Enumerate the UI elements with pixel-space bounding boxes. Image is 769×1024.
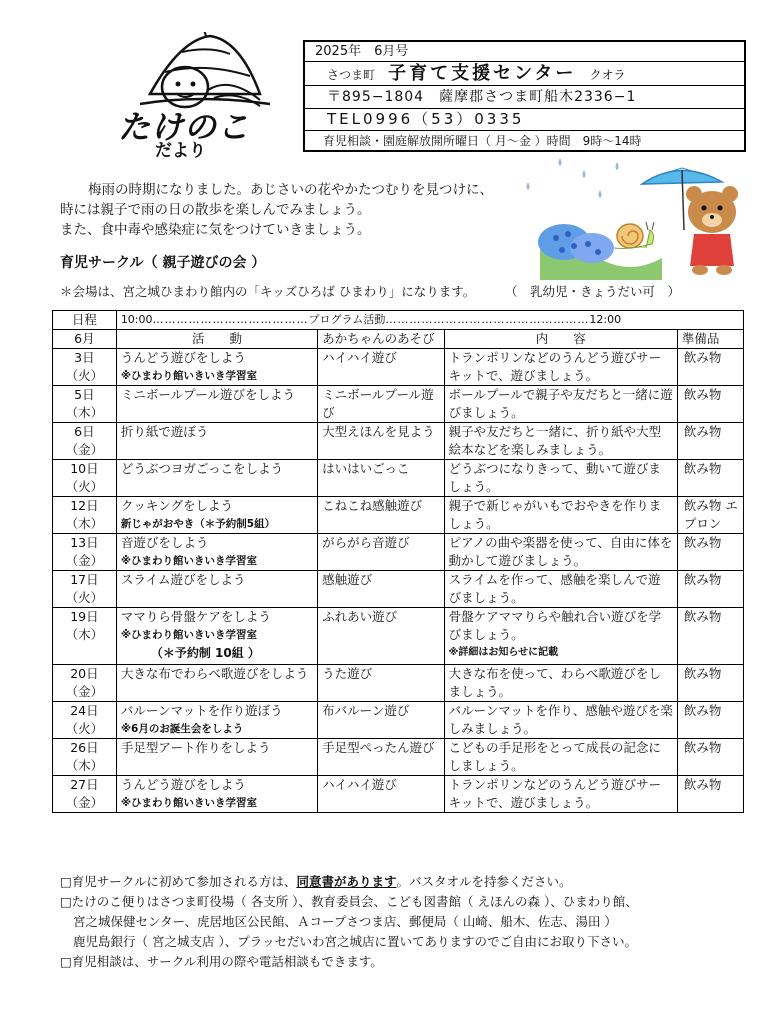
center-info-box [303,40,746,152]
issue-date: 2025年 6月号 [305,42,744,62]
newsletter-logo [110,32,290,162]
row-date [53,386,117,423]
header-content: 内 容 [444,330,677,349]
row-dow: （金） [65,795,104,810]
venue-text: ＊会場は、宮之城ひまわり館内の「キッズひろば ひまわり」になります。 [60,284,476,299]
row-day: 24日 [70,703,99,718]
activity-title: クッキングをしよう [120,498,233,513]
row-dow: （火） [65,590,104,605]
time-end: 12:00 [589,313,622,326]
row-date [53,423,117,460]
row-dow: （木） [65,758,104,773]
row-activity [116,423,317,460]
row-baby-play: ふれあい遊び [318,608,445,665]
activity-note: ※6月のお誕生会をしよう [120,723,244,735]
row-content [444,386,677,423]
activity-title: うんどう遊びをしよう [120,777,246,792]
row-baby-play: 感触遊び [318,571,445,608]
center-name-row [305,62,744,86]
row-day: 19日 [70,609,99,624]
town-name: さつま町 [327,68,376,82]
row-baby-play: 手足型ぺったん遊び [318,739,445,776]
row-date [53,702,117,739]
activity-note: ※ひまわり館いきいき学習室 [120,629,258,641]
intro-line: 時には親子で雨の日の散歩を楽しんでみましょう。 [60,202,371,218]
bear-umbrella-hydrangea-snail-icon [522,150,762,290]
table-row [53,776,744,813]
logo-title: たけのこ [118,108,251,146]
row-day: 3日 [74,350,95,365]
activity-note: ※ひまわり館いきいき学習室 [120,370,258,382]
row-items: 飲み物 [677,571,743,608]
row-baby-play: ミニボールプール遊び [318,386,445,423]
header-month: 6月 [53,330,117,349]
row-items: 飲み物 [677,460,743,497]
table-row [53,571,744,608]
row-activity [116,349,317,386]
rainy-illustration [522,150,762,290]
row-baby-play: ハイハイ遊び [318,349,445,386]
activity-title: うんどう遊びをしよう [120,350,246,365]
row-day: 27日 [70,777,99,792]
row-content [444,739,677,776]
row-items: 飲み物 [677,608,743,665]
row-content [444,571,677,608]
row-date [53,460,117,497]
center-name: 子育て支援センター [388,63,577,84]
row-items: 飲み物 エプロン [677,497,743,534]
table-column-row [53,330,744,349]
activity-title: どうぶつヨガごっこをしよう [120,461,284,476]
row-day: 12日 [70,498,99,513]
row-date [53,571,117,608]
venue-tail: （ 乳幼児・きょうだい可 ） [511,284,680,299]
row-date [53,534,117,571]
row-dow: （木） [65,516,104,531]
row-day: 6日 [74,424,95,439]
row-date [53,739,117,776]
row-dow: （金） [65,553,104,568]
table-row [53,460,744,497]
table-row [53,423,744,460]
row-date [53,497,117,534]
content-text: スライムを作って、感触を楽しんで遊びましょう。 [448,572,661,605]
row-baby-play: はいはいごっこ [318,460,445,497]
row-day: 5日 [74,387,95,402]
content-text: トランポリンなどのうんどう遊びサーキットで、遊びましょう。 [448,777,662,810]
intro-line: 梅雨の時期になりました。あじさいの花やかたつむりを見つけに、 [88,182,493,198]
activity-title: 大きな布でわらべ歌遊びをしよう [120,666,309,681]
time-line: 10:00…………………………………プログラム活動……………………………………………12:00 [116,311,743,330]
row-baby-play: 布バルーン遊び [318,702,445,739]
consent-form-note: 同意書があります [296,874,397,889]
content-text: どうぶつになりきって、動いて遊びましょう。 [448,461,661,494]
table-header-row [53,311,744,330]
row-content [444,460,677,497]
time-program: プログラム活動 [308,313,386,326]
row-day: 20日 [70,666,99,681]
activity-title: スライム遊びをしよう [120,572,246,587]
content-text: 親子で新じゃがいもでおやきを作りましょう。 [448,498,662,531]
intro-text [60,180,530,240]
row-dow: （金） [65,442,104,457]
row-activity [116,571,317,608]
content-text: ピアノの曲や楽器を使って、自由に体を動かして遊びましょう。 [448,535,673,568]
row-activity [116,534,317,571]
row-baby-play: 大型えほんを見よう [318,423,445,460]
activity-title: 手足型アート作りをしよう [120,740,271,755]
row-items: 飲み物 [677,386,743,423]
content-text: 親子や友だちと一緒に、折り紙や大型絵本などを楽しみましょう。 [448,424,662,457]
activity-note: ※ひまわり館いきいき学習室 [120,555,258,567]
row-activity [116,386,317,423]
row-baby-play: うた遊び [318,665,445,702]
content-text: トランポリンなどのうんどう遊びサーキットで、遊びましょう。 [448,350,662,383]
center-hours: 育児相談・園庭解放開所曜日（ 月〜金 ）時間 9時〜14時 [323,134,642,148]
table-row [53,608,744,665]
row-dow: （木） [65,627,104,642]
footer-text: □育児サークルに初めて参加される方は、 [60,874,297,889]
row-date [53,665,117,702]
row-items: 飲み物 [677,739,743,776]
row-items: 飲み物 [677,665,743,702]
header-baby: あかちゃんのあそび [318,330,445,349]
row-content [444,702,677,739]
schedule-body [53,349,744,813]
row-content [444,349,677,386]
row-day: 26日 [70,740,99,755]
content-text: 大きな布を使って、わらべ歌遊びをしましょう。 [448,666,661,699]
content-note: ※詳細はお知らせに記載 [448,647,559,658]
schedule-table [52,310,744,813]
row-activity [116,460,317,497]
footer-line-4: 鹿児島銀行（ 宮之城支店 ）、プラッセだいわ宮之城店に置いてありますのでご自由にお取り下さい。 [73,934,637,949]
row-baby-play: ハイハイ遊び [318,776,445,813]
header-day: 日程 [53,311,117,330]
table-row [53,497,744,534]
center-tel: TEL0996（53）0335 [305,109,744,131]
row-date [53,349,117,386]
center-address: 〒895−1804 薩摩郡さつま町船木2336−1 [305,86,744,109]
row-day: 13日 [70,535,99,550]
row-content [444,608,677,665]
row-content [444,497,677,534]
venue-note [60,282,680,300]
table-row [53,534,744,571]
row-items: 飲み物 [677,534,743,571]
footer-line-2: □たけのこ便りはさつま町役場（ 各支所 ）、教育委員会、こども図書館（ えほんの森 ）、ひまわり館、 [60,894,638,909]
circle-title: 育児サークル（ 親子遊びの会 ） [60,255,266,271]
intro-line: また、食中毒や感染症に気をつけていきましょう。 [60,222,371,238]
row-content [444,665,677,702]
activity-title: 音遊びをしよう [120,535,209,550]
footer-line-3: 宮之城保健センター、虎居地区公民館、Ａコープさつま店、郵便局（ 山崎、船木、佐志、湯田 ） [73,914,617,929]
row-date [53,608,117,665]
row-baby-play: がらがら音遊び [318,534,445,571]
header-activity: 活 動 [116,330,317,349]
row-date [53,776,117,813]
row-content [444,534,677,571]
table-row [53,386,744,423]
footer-notes [60,872,750,972]
row-content [444,776,677,813]
content-text: こどもの手足形をとって成長の記念にしましょう。 [448,740,661,773]
activity-title: バルーンマットを作り遊ぼう [120,703,283,718]
row-activity [116,608,317,665]
row-activity [116,776,317,813]
activity-title: 折り紙で遊ぼう [120,424,209,439]
row-dow: （火） [65,721,104,736]
content-text: バルーンマットを作り、感触や遊びを楽しみましょう。 [448,703,673,736]
row-activity [116,739,317,776]
activity-title: ママりら骨盤ケアをしよう [120,609,271,624]
logo-subtitle: だより [155,141,206,161]
row-content [444,423,677,460]
row-day: 10日 [70,461,99,476]
row-dow: （火） [65,479,104,494]
footer-text: 。バスタオルを持参ください。 [396,874,572,889]
row-items: 飲み物 [677,776,743,813]
row-items: 飲み物 [677,349,743,386]
activity-title: ミニボールプール遊びをしよう [120,387,295,402]
table-row [53,665,744,702]
content-text: 骨盤ケアママりらや触れ合い遊びを学びましょう。 [448,609,662,642]
row-items: 飲み物 [677,423,743,460]
table-row [53,739,744,776]
footer-line-5: □育児相談は、サークル利用の際や電話相談もできます。 [60,954,383,969]
row-day: 17日 [70,572,99,587]
row-activity [116,497,317,534]
header-items: 準備品 [677,330,743,349]
content-text: ボールプールで親子や友だちと一緒に遊びましょう。 [448,387,673,420]
activity-note-2: （＊予約制 10組 ） [150,646,260,660]
activity-note: 新じゃがおやき（＊予約制5組） [120,518,276,530]
footer-line-1 [60,872,750,892]
row-baby-play: こねこね感触遊び [318,497,445,534]
row-activity [116,665,317,702]
table-row [53,349,744,386]
row-dow: （火） [65,368,104,383]
row-dow: （木） [65,405,104,420]
activity-note: ※ひまわり館いきいき学習室 [120,797,258,809]
table-row [53,702,744,739]
center-suffix: クオラ [589,68,626,82]
time-start: 10:00 [120,313,153,326]
row-dow: （金） [65,684,104,699]
row-activity [116,702,317,739]
row-items: 飲み物 [677,702,743,739]
